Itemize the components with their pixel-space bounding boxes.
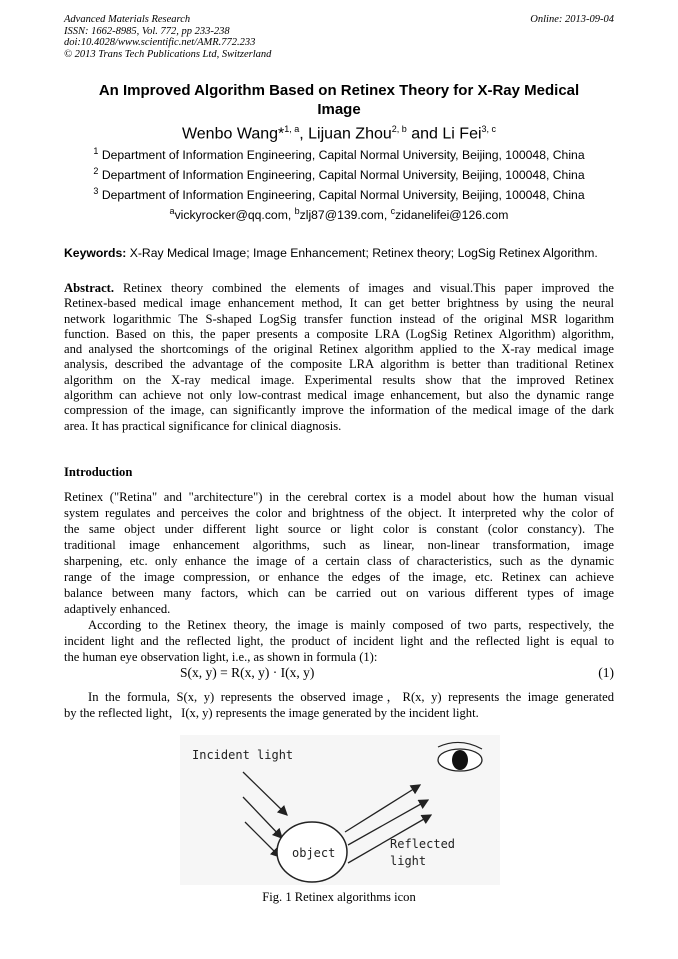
text-line: area. It has practical significance for clinical diagnosis. <box>64 418 342 433</box>
text-line: According to the Retinex theory, the image is mainly composed of two parts, respectively, the <box>88 618 614 632</box>
text-line: compression of the image, can significantly improve the information of the medical image of the dark <box>64 403 614 418</box>
author-emails <box>64 206 614 222</box>
abstract-label: Abstract. <box>64 281 115 295</box>
author-name: Li Fei <box>442 125 482 143</box>
abstract-text: Retinex theory combined the elements of images and visual.This paper improved the <box>114 281 614 295</box>
email-sup: c <box>390 206 396 216</box>
affiliation-sup: 2 <box>93 166 99 176</box>
affiliation-text: Department of Information Engineering, Capital Normal University, Beijing, 100048, China <box>101 148 585 163</box>
email[interactable]: vickyrocker@qq.com, <box>174 208 295 223</box>
text-line: traditional image enhancement algorithms, such as linear, non-linear transformation, image <box>64 538 614 552</box>
affiliation-text: Department of Information Engineering, Capital Normal University, Beijing, 100048, China <box>101 168 585 183</box>
figure-caption: Fig. 1 Retinex algorithms icon <box>262 890 416 904</box>
keywords <box>64 246 598 260</box>
text-line: the same object under different light source or light color is constant (color constancy). The <box>64 522 614 536</box>
text-line: adaptively enhanced. <box>64 602 171 616</box>
abstract <box>64 281 614 434</box>
affiliation <box>54 186 624 202</box>
author-sup: 2, b <box>391 124 407 134</box>
text-line: sharpening, etc. only enhance the image of a certain class of characteristics, such as the dynamic <box>64 554 614 568</box>
reflected-label: Reflected <box>390 837 456 851</box>
formula: S(x, y) = R(x, y) · I(x, y) <box>180 665 315 680</box>
author-list <box>64 124 614 143</box>
issn-info: ISSN: 1662-8985, Vol. 772, pp 233-238 <box>64 25 230 37</box>
text-line: Retinex ("Retina" and "architecture") in the cerebral cortex is a model about how the human visual <box>64 490 614 504</box>
author-separator: and <box>406 125 443 143</box>
text-line: analysis, described the advantage of the composite LRA algorithm is better than traditional Retinex <box>64 357 614 372</box>
reflected-label: light <box>390 854 427 868</box>
text-line: algorithm on the X-ray medical image. Experimental results show that the improved Retinex <box>64 372 614 387</box>
text-line: by the reflected light，I(x, y) represents the image generated by the incident light. <box>64 706 479 720</box>
copyright: © 2013 Trans Tech Publications Ltd, Switzerland <box>64 48 272 60</box>
affiliation-sup: 3 <box>93 186 99 196</box>
text-line: incident light and the reflected light, the product of incident light and the reflected light is equal to <box>64 634 614 648</box>
author-separator: , <box>299 125 309 143</box>
keywords-label: Keywords: <box>64 246 127 260</box>
online-date: Online: 2013-09-04 <box>530 14 614 25</box>
text-line: In the formula, S(x, y) represents the observed image，R(x, y) represents the image generated <box>88 690 614 704</box>
retinex-figure <box>180 735 500 885</box>
formula-explanation <box>64 689 614 721</box>
keywords-text: X-Ray Medical Image; Image Enhancement; Retinex theory; LogSig Retinex Algorithm. <box>126 246 598 260</box>
text-line: Retinex-based medical image enhancement method, It can get better brightness by using the neural <box>64 296 614 311</box>
section-heading-introduction: Introduction <box>64 465 133 479</box>
text-line: and analysed the shortcomings of the original Retinex algorithm applied to the X-ray medical image <box>64 342 614 357</box>
title-line: Image <box>317 101 361 118</box>
text-line: network logarithmic The S-shaped LogSig transfer function instead of the original MSR logarithm <box>64 311 614 326</box>
author-sup: 3, c <box>481 124 497 134</box>
text-line: the human eye observation light, i.e., as shown in formula (1): <box>64 650 378 664</box>
text-line: algorithm can achieve not only low-contrast medical image enhancement, but also the dynamic range <box>64 388 614 403</box>
affiliation <box>54 146 624 162</box>
text-line <box>64 281 614 296</box>
journal-name: Advanced Materials Research <box>64 14 191 25</box>
affiliation-sup: 1 <box>93 146 99 156</box>
text-line: balance between many factors, which can be carried out on various different types of image <box>64 586 614 600</box>
email[interactable]: zlj87@139.com, <box>299 208 391 223</box>
formula-number: (1) <box>598 665 614 680</box>
author-name: Wenbo Wang* <box>181 125 285 143</box>
affiliation-text: Department of Information Engineering, Capital Normal University, Beijing, 100048, China <box>101 188 585 203</box>
journal-header <box>64 14 271 60</box>
paper-title <box>64 81 614 119</box>
text-line: function. Based on this, the paper presents a composite LRA (LogSig Retinex Algorithm) algorithm, <box>64 326 614 341</box>
text-line: range of the image compression, or enhance the edges of the image, etc. Retinex can achieve <box>64 570 614 584</box>
text-line: system regulates and perceives the color and brightness of the object. It interpreted why the color of <box>64 506 614 520</box>
email-sup: a <box>169 206 175 216</box>
affiliation <box>54 166 624 182</box>
author-name: Lijuan Zhou <box>308 125 392 143</box>
introduction-body <box>64 489 614 665</box>
email-sup: b <box>294 206 300 216</box>
author-sup: 1, a <box>284 124 300 134</box>
email[interactable]: zidanelifei@126.com <box>395 208 509 223</box>
doi-link[interactable]: doi:10.4028/www.scientific.net/AMR.772.233 <box>64 37 256 48</box>
title-line: An Improved Algorithm Based on Retinex Theory for X-Ray Medical <box>98 82 580 99</box>
object-label: object <box>292 846 336 860</box>
incident-light-label: Incident light <box>192 748 294 762</box>
